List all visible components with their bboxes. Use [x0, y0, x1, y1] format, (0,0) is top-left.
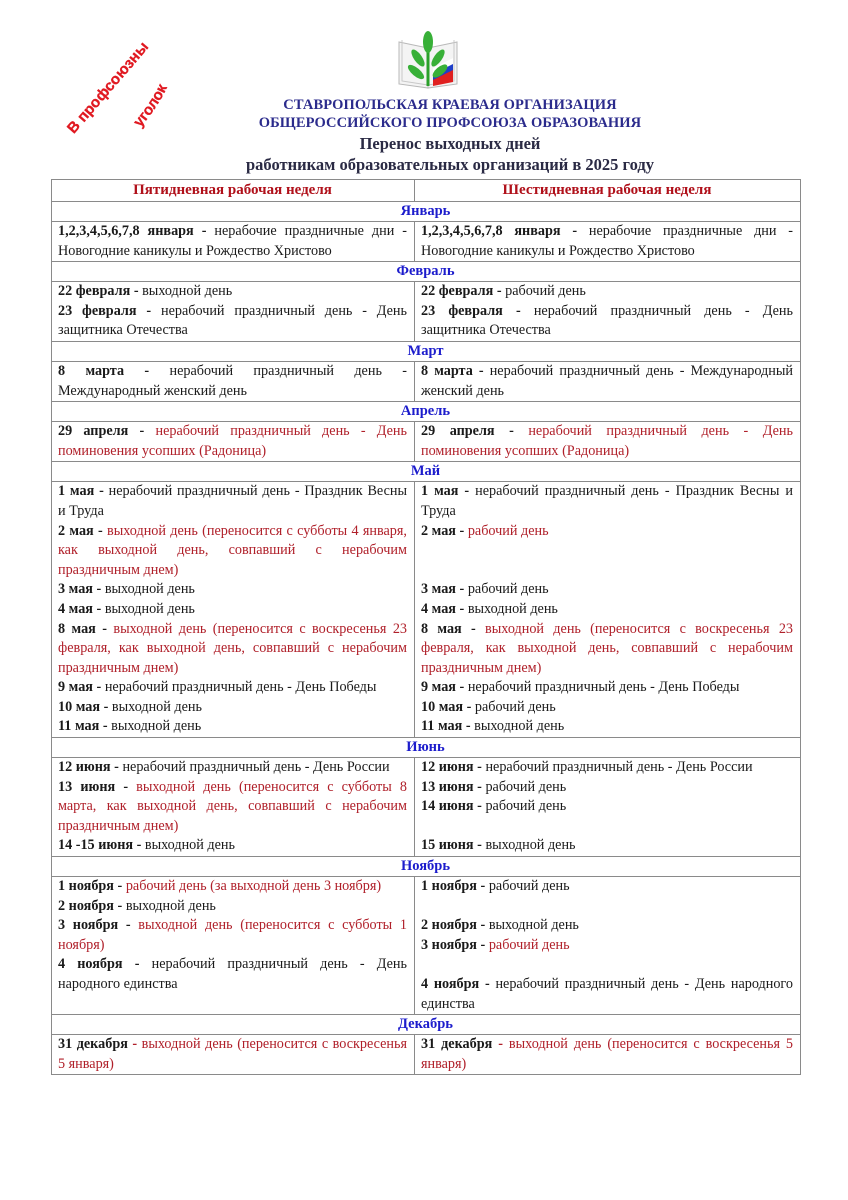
entry-description: нерабочий праздничный день - Международный женский день	[421, 362, 793, 399]
schedule-entry	[58, 302, 407, 341]
entry-date: 2 ноября	[421, 917, 477, 934]
six-day-cell	[415, 1035, 801, 1075]
entry-description: рабочий день	[485, 798, 567, 815]
entry-description-highlighted: рабочий день (за выходной день 3 ноября)	[125, 878, 382, 895]
schedule-entry	[421, 975, 793, 1014]
entry-separator: -	[92, 600, 105, 617]
entry-description: выходной день	[485, 837, 576, 854]
schedule-entry	[421, 222, 793, 261]
entry-date: 11 мая	[58, 718, 100, 735]
schedule-entry	[421, 362, 793, 401]
blank-line	[421, 955, 793, 975]
entry-description-highlighted: рабочий день	[488, 936, 570, 953]
schedule-entry	[58, 482, 407, 521]
entry-date: 3 ноября	[421, 936, 477, 953]
schedule-entry	[58, 916, 407, 955]
six-day-cell	[415, 361, 801, 401]
stamp-line1: В профсоюзны	[63, 42, 153, 137]
entry-date: 1 ноября	[58, 878, 114, 895]
entry-description: рабочий день	[488, 878, 570, 895]
entry-separator: -	[128, 423, 156, 440]
entry-description: выходной день	[104, 600, 195, 617]
stamp-line2: уголок	[130, 81, 171, 131]
month-entries-row	[52, 222, 801, 262]
schedule-entry	[58, 897, 407, 917]
organization-name-line1: СТАВРОПОЛЬСКАЯ КРАЕВАЯ ОРГАНИЗАЦИЯ	[283, 97, 617, 113]
entry-description-highlighted: выходной день (переносится с воскресенья 5 января)	[58, 1036, 407, 1072]
entry-date: 22 февраля	[421, 283, 494, 300]
entry-description: рабочий день	[485, 778, 567, 795]
entry-date: 11 мая	[421, 718, 463, 735]
five-day-cell	[52, 482, 415, 738]
entry-description: нерабочий праздничный день - День народного единства	[421, 976, 793, 1012]
entry-description-highlighted: выходной день (переносится с субботы 4 января, как выходной день, совпавший с нерабочим праздничным днем)	[58, 522, 407, 578]
month-header-row	[52, 262, 801, 282]
schedule-entry	[421, 620, 793, 679]
schedule-entry	[58, 877, 407, 897]
five-day-cell	[52, 1035, 415, 1075]
entry-separator: -	[94, 483, 109, 500]
month-entries-row	[52, 482, 801, 738]
entry-date: 4 мая	[421, 600, 456, 617]
schedule-entry	[58, 580, 407, 600]
entry-description-highlighted: выходной день (переносится с воскресенья 5 января)	[421, 1036, 794, 1072]
schedule-entry	[421, 797, 793, 817]
entry-description: нерабочий праздничный день - День Победы	[104, 679, 377, 696]
schedule-entry	[421, 836, 793, 856]
entry-description: нерабочий праздничный день - День защитника Отечества	[58, 302, 407, 339]
entry-separator: -	[136, 302, 161, 319]
entry-date: 8 марта	[421, 362, 473, 379]
month-name-apr: Апрель	[52, 402, 801, 422]
entry-date: 8 мая	[58, 620, 96, 637]
schedule-entry	[58, 717, 407, 737]
month-header-row	[52, 341, 801, 361]
schedule-entry	[421, 678, 793, 698]
entry-separator: -	[455, 522, 468, 539]
entry-date: 22 февраля	[58, 283, 131, 300]
schedule-entry	[58, 1035, 407, 1074]
schedule-entry	[421, 698, 793, 718]
entry-date: 3 ноября	[58, 917, 119, 934]
blank-line	[421, 897, 793, 917]
entry-separator: -	[458, 483, 476, 500]
month-entries-row	[52, 758, 801, 857]
entry-description-highlighted: рабочий день	[467, 522, 549, 539]
five-day-cell	[52, 877, 415, 1015]
entry-separator: -	[479, 976, 496, 992]
entry-description: выходной день	[467, 600, 558, 617]
entry-date: 8 марта	[58, 362, 125, 379]
entry-date: 9 мая	[421, 679, 456, 696]
month-entries-row	[52, 1035, 801, 1075]
entry-date: 31 декабря	[58, 1036, 128, 1053]
entry-separator: -	[455, 679, 468, 696]
month-name-feb: Февраль	[52, 262, 801, 282]
blank-line	[421, 817, 793, 837]
entry-date: 3 мая	[58, 581, 93, 598]
entry-date: 2 мая	[421, 522, 456, 539]
six-day-cell	[415, 877, 801, 1015]
column-header-five-day: Пятидневная рабочая неделя	[52, 180, 415, 202]
month-entries-row	[52, 877, 801, 1015]
schedule-entry	[421, 758, 793, 778]
entry-separator: -	[193, 223, 215, 239]
entry-description: нерабочий праздничный день - День России	[485, 759, 753, 776]
month-header-row	[52, 857, 801, 877]
entry-description: нерабочий праздничный день - День народного единства	[58, 956, 407, 992]
entry-separator: -	[494, 423, 529, 440]
schedule-entry	[58, 522, 407, 581]
entry-description: нерабочие праздничные дни - Новогодние каникулы и Рождество Христово	[421, 223, 793, 259]
document-title: Перенос выходных дней	[359, 134, 541, 153]
month-header-row	[52, 402, 801, 422]
entry-separator: -	[92, 679, 105, 696]
month-entries-row	[52, 422, 801, 462]
entry-description: нерабочий праздничный день - Международный женский день	[58, 362, 407, 399]
entry-description: выходной день	[111, 718, 202, 735]
schedule-entry	[58, 282, 407, 302]
entry-date: 8 мая	[421, 620, 462, 637]
blank-line	[421, 561, 793, 581]
schedule-entry	[58, 620, 407, 679]
five-day-cell	[52, 222, 415, 262]
schedule-entry	[421, 522, 793, 542]
entry-separator: -	[118, 917, 139, 934]
five-day-cell	[52, 361, 415, 401]
entry-description: выходной день	[488, 917, 579, 934]
schedule-entry	[58, 422, 407, 461]
entry-date: 2 ноября	[58, 897, 114, 914]
schedule-entry	[421, 422, 793, 461]
schedule-entry	[58, 222, 407, 261]
entry-separator: -	[92, 581, 105, 598]
entry-separator: -	[113, 897, 126, 914]
entry-separator: -	[122, 956, 152, 973]
entry-date: 9 мая	[58, 679, 93, 696]
schedule-entry	[421, 778, 793, 798]
entry-separator: -	[476, 936, 489, 953]
entry-description: нерабочий праздничный день - День защитника Отечества	[421, 302, 793, 339]
entry-separator: -	[455, 600, 468, 617]
month-name-dec: Декабрь	[52, 1015, 801, 1035]
entry-description: выходной день	[144, 837, 235, 854]
column-header-six-day: Шестидневная рабочая неделя	[415, 180, 801, 202]
entry-separator: -	[492, 1036, 509, 1053]
entry-separator: -	[99, 718, 112, 735]
entry-separator: -	[113, 878, 126, 895]
book-sprout-flag-logo-icon	[393, 28, 463, 90]
holiday-transfer-table	[51, 179, 801, 1075]
entry-date: 1 мая	[58, 483, 95, 500]
entry-date: 15 июня	[421, 837, 474, 854]
entry-separator: -	[100, 698, 112, 715]
schedule-entry	[58, 778, 407, 837]
schedule-entry	[58, 600, 407, 620]
entry-description: рабочий день	[474, 698, 556, 715]
entry-separator: -	[127, 1036, 142, 1053]
entry-description-highlighted: нерабочий праздничный день - День поминовения усопших (Радоница)	[421, 423, 793, 459]
month-entries-row	[52, 361, 801, 401]
column-header-row	[52, 180, 801, 202]
schedule-entry	[58, 698, 407, 718]
schedule-entry	[421, 916, 793, 936]
document-subtitle: работникам образовательных организаций в 2025 году	[245, 155, 654, 174]
entry-separator: -	[462, 718, 475, 735]
entry-separator: -	[93, 522, 108, 539]
entry-date: 23 февраля	[421, 302, 503, 319]
entry-date: 1 ноября	[421, 878, 477, 895]
schedule-entry	[421, 877, 793, 897]
entry-separator: -	[130, 283, 143, 300]
entry-date: 23 февраля	[58, 302, 137, 319]
entry-separator: -	[472, 362, 490, 379]
six-day-cell	[415, 482, 801, 738]
entry-separator: -	[95, 620, 114, 637]
entry-separator: -	[473, 798, 486, 815]
entry-separator: -	[476, 878, 489, 895]
entry-description-highlighted: нерабочий праздничный день - День поминовения усопших (Радоница)	[58, 423, 407, 459]
entry-date: 1,2,3,4,5,6,7,8 января	[421, 223, 561, 239]
entry-description: выходной день	[474, 718, 565, 735]
six-day-cell	[415, 758, 801, 857]
schedule-entry	[421, 1035, 793, 1074]
entry-separator: -	[461, 620, 486, 637]
entry-description-highlighted: выходной день (переносится с субботы 8 марта, как выходной день, совпавший с нерабочим праздничным днем)	[58, 778, 407, 834]
month-header-row	[52, 1015, 801, 1035]
entry-separator: -	[115, 778, 137, 795]
five-day-cell	[52, 758, 415, 857]
entry-separator: -	[473, 778, 486, 795]
schedule-entry	[58, 836, 407, 856]
entry-separator: -	[473, 837, 486, 854]
entry-separator: -	[560, 223, 589, 239]
five-day-cell	[52, 422, 415, 462]
entry-date: 12 июня	[421, 759, 474, 776]
entry-separator: -	[124, 362, 170, 379]
six-day-cell	[415, 282, 801, 342]
entry-description: выходной день	[111, 698, 202, 715]
entry-description: нерабочий праздничный день - День Победы	[467, 679, 740, 696]
schedule-entry	[421, 717, 793, 737]
entry-description: выходной день	[142, 283, 233, 300]
entry-description: выходной день	[125, 897, 216, 914]
entry-date: 10 мая	[58, 698, 101, 715]
schedule-entry	[58, 678, 407, 698]
schedule-entry	[58, 758, 407, 778]
entry-description: рабочий день	[467, 581, 549, 598]
union-logo	[393, 28, 463, 90]
entry-description: нерабочий праздничный день - Праздник Весны и Труда	[58, 483, 407, 519]
entry-separator: -	[463, 698, 475, 715]
month-name-nov: Ноябрь	[52, 857, 801, 877]
entry-date: 4 ноября	[421, 976, 480, 992]
schedule-entry	[421, 936, 793, 956]
entry-date: 14 июня	[421, 798, 474, 815]
schedule-entry	[421, 600, 793, 620]
entry-description-highlighted: выходной день (переносится с субботы 1 ноября)	[58, 917, 407, 953]
five-day-cell	[52, 282, 415, 342]
entry-separator: -	[455, 581, 468, 598]
month-header-row	[52, 738, 801, 758]
six-day-cell	[415, 422, 801, 462]
entry-separator: -	[493, 283, 506, 300]
entry-description: нерабочий праздничный день - День России	[122, 759, 390, 776]
month-header-row	[52, 202, 801, 222]
entry-separator: -	[476, 917, 489, 934]
entry-date: 29 апреля	[421, 423, 495, 440]
schedule-entry	[58, 362, 407, 401]
month-name-mar: Март	[52, 341, 801, 361]
entry-date: 14 -15 июня	[58, 837, 134, 854]
month-name-jan: Январь	[52, 202, 801, 222]
entry-description: нерабочий праздничный день - Праздник Весны и Труда	[421, 483, 793, 519]
entry-separator: -	[110, 759, 123, 776]
month-name-may: Май	[52, 462, 801, 482]
entry-description-highlighted: выходной день (переносится с воскресенья 23 февраля, как выходной день, совпавший с нерабочим праздничным днем)	[58, 620, 408, 676]
entry-description: выходной день	[104, 581, 195, 598]
entry-date: 29 апреля	[58, 423, 129, 440]
entry-separator: -	[133, 837, 145, 854]
organization-name-line2: ОБЩЕРОССИЙСКОГО ПРОФСОЮЗА ОБРАЗОВАНИЯ	[258, 115, 642, 131]
month-name-jun: Июнь	[52, 738, 801, 758]
entry-date: 31 декабря	[421, 1036, 493, 1053]
entry-separator: -	[473, 759, 486, 776]
entry-date: 1,2,3,4,5,6,7,8 января	[58, 223, 194, 239]
entry-separator: -	[502, 302, 534, 319]
entry-date: 4 мая	[58, 600, 93, 617]
month-entries-row	[52, 282, 801, 342]
schedule-entry	[421, 482, 793, 521]
entry-date: 2 мая	[58, 522, 94, 539]
entry-description: нерабочие праздничные дни - Новогодние каникулы и Рождество Христово	[58, 223, 408, 259]
entry-date: 13 июня	[421, 778, 474, 795]
schedule-entry	[421, 302, 793, 341]
blank-line	[421, 541, 793, 561]
entry-date: 13 июня	[58, 778, 116, 795]
entry-description: рабочий день	[505, 283, 586, 300]
month-header-row	[52, 462, 801, 482]
entry-date: 1 мая	[421, 483, 459, 500]
entry-date: 10 мая	[421, 698, 464, 715]
entry-date: 3 мая	[421, 581, 456, 598]
six-day-cell	[415, 222, 801, 262]
entry-description-highlighted: выходной день (переносится с воскресенья 23 февраля, как выходной день, совпавший с нерабочим праздничным днем)	[421, 620, 794, 676]
entry-date: 4 ноября	[58, 956, 123, 973]
schedule-entry	[421, 580, 793, 600]
entry-date: 12 июня	[58, 759, 111, 776]
schedule-entry	[421, 282, 793, 302]
schedule-entry	[58, 955, 407, 994]
